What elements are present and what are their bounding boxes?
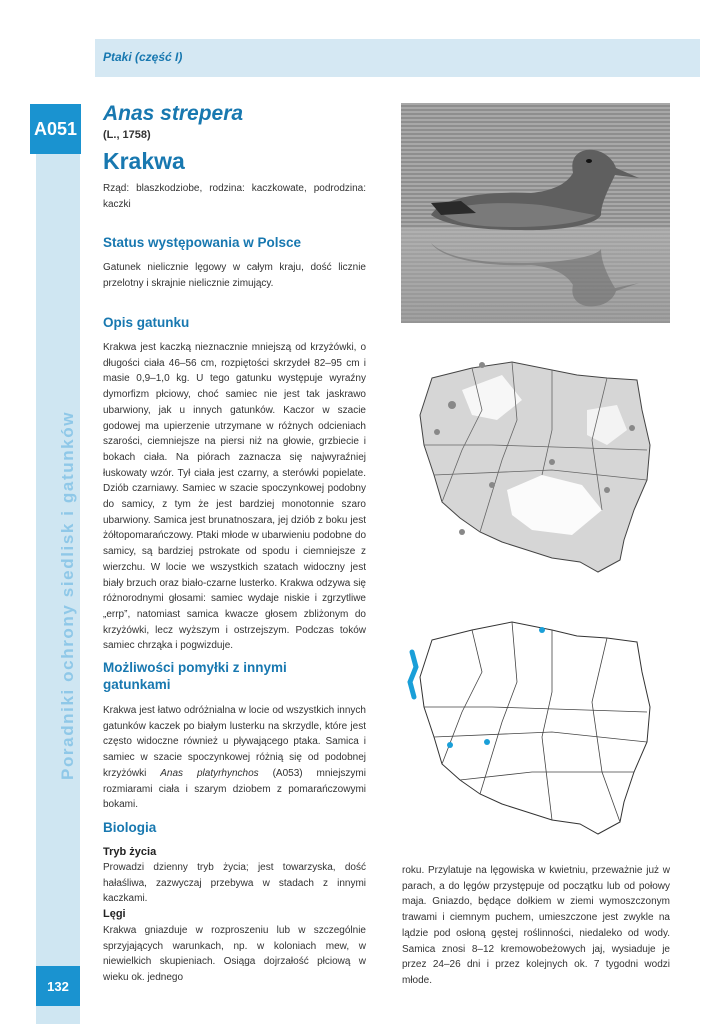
common-name: Krakwa (103, 148, 185, 174)
status-text: Gatunek nielicznie lęgowy w całym kraju, dość licznie przelotny i skrajnie nielicznie zimujący. (103, 262, 366, 289)
life-text: Prowadzi dzienny tryb życia; jest towarzyska, dość hałaśliwa, zazwyczaj przebywa w stadach z innymi kaczkami. (103, 862, 366, 905)
poland-outline-map2 (420, 622, 650, 834)
biology-heading: Biologia (103, 820, 157, 835)
author-citation: (L., 1758) (103, 129, 151, 141)
species-code-badge: A051 (30, 104, 81, 154)
status-heading: Status występowania w Polsce (103, 235, 302, 250)
species-latin-inline: Anas platyrhynchos (160, 767, 259, 779)
distribution-map (402, 350, 672, 590)
poland-outline-map1 (420, 362, 650, 572)
confusion-text: Krakwa jest łatwo odróżnialna w locie od wszystkich innych gatunków kaczek po białym lusterku na skrzydle, które jest często widoczne również u pływającego ptaka. Samica i samiec w szacie spoczynkowej różnią się od podobnej krzyżówki Anas platyrhynchos (A053) mniejszymi rozmiarami ciała i szarym dziobem z pomarańczowymi bokami. (103, 705, 366, 811)
confusion-heading: Możliwości pomyłki z innymi gatunkami (103, 660, 287, 692)
page-number: 132 (36, 966, 80, 1006)
latin-name: Anas strepera (103, 102, 244, 125)
coastal-site (410, 652, 416, 697)
taxonomy-text: Rząd: blaszkodziobe, rodzina: kaczkowate, podrodzina: kaczki (103, 183, 366, 210)
vertical-series-title: Poradniki ochrony siedlisk i gatunków (58, 410, 77, 780)
natura-sites-map (402, 612, 672, 852)
section-header-bar (95, 39, 700, 77)
life-heading: Tryb życia (103, 846, 157, 858)
breeding-heading: Lęgi (103, 908, 126, 920)
breeding-text-continued: roku. Przylatuje na lęgowiska w kwietniu, przeważnie już w parach, a do lęgów przystępuje od początku lub od połowy maja. Gniazdo, będące dołkiem w ziemi wymoszczonym trawami i ciemnym puchem, umieszczone jest zwykle na lądzie pod osłoną gęstej roślinności, niedaleko od wody. Samica znosi 8–12 kremowobeżowych jaj, wysiaduje je przez 24–26 dni i przez kolejnych ok. 7 tygodni wodzi młode. (402, 865, 670, 986)
species-photo (401, 103, 670, 323)
description-heading: Opis gatunku (103, 315, 190, 330)
section-title: Ptaki (część I) (103, 50, 183, 64)
description-text: Krakwa jest kaczką nieznacznie mniejszą od krzyżówki, o długości ciała 46–56 cm, rozpiętości skrzydeł 82–95 cm i masie 0,9–1,0 kg. U tego gatunku występuje wyraźny dymorfizm płciowy, choć samiec nie jest tak jaskrawo ubarwiony, jak u innych gatunków. Kaczor w szacie godowej ma upierzenie utrzymane w różnych odcieniach szarości, ciemniejsze na piersi niż na głowie, grzbiecie i bokach ciała. Na piórach zaznacza się najwyraźniej łuskowaty wzór. Tył ciała jest czarny, a sterówki popielate. Dziób czarniawy. Samiec w szacie spoczynkowej podobny do samicy, z tym że jest bardziej monotonnie szaro ubarwiony. Samica jest brunatnoszara, jej dziób z boku jest żółtopomarańczowy. Ptaki młode w ubarwieniu podobne do samicy, są bardziej pstrokate od spodu i ciemniejsze z wierzchu. W locie we wszystkich szatach widoczny jest biały brzuch oraz biało-czarne lusterko. Krakwa odzywa się różnorodnymi głosami: samiec wydaje niskie i zgrzytliwe „errp”, natomiast samica kwacze głosem zbliżonym do krzyżówki, lecz wyższym i ostrzejszym. Podczas toków samiec chrząka i pogwizduje. (103, 342, 366, 652)
breeding-text: Krakwa gniazduje w rozproszeniu lub w szczególnie sprzyjających warunkach, np. w koloniach mew, w niewielkich skupieniach. Osiąga dojrzałość płciową w wieku ok. jednego (103, 925, 366, 984)
